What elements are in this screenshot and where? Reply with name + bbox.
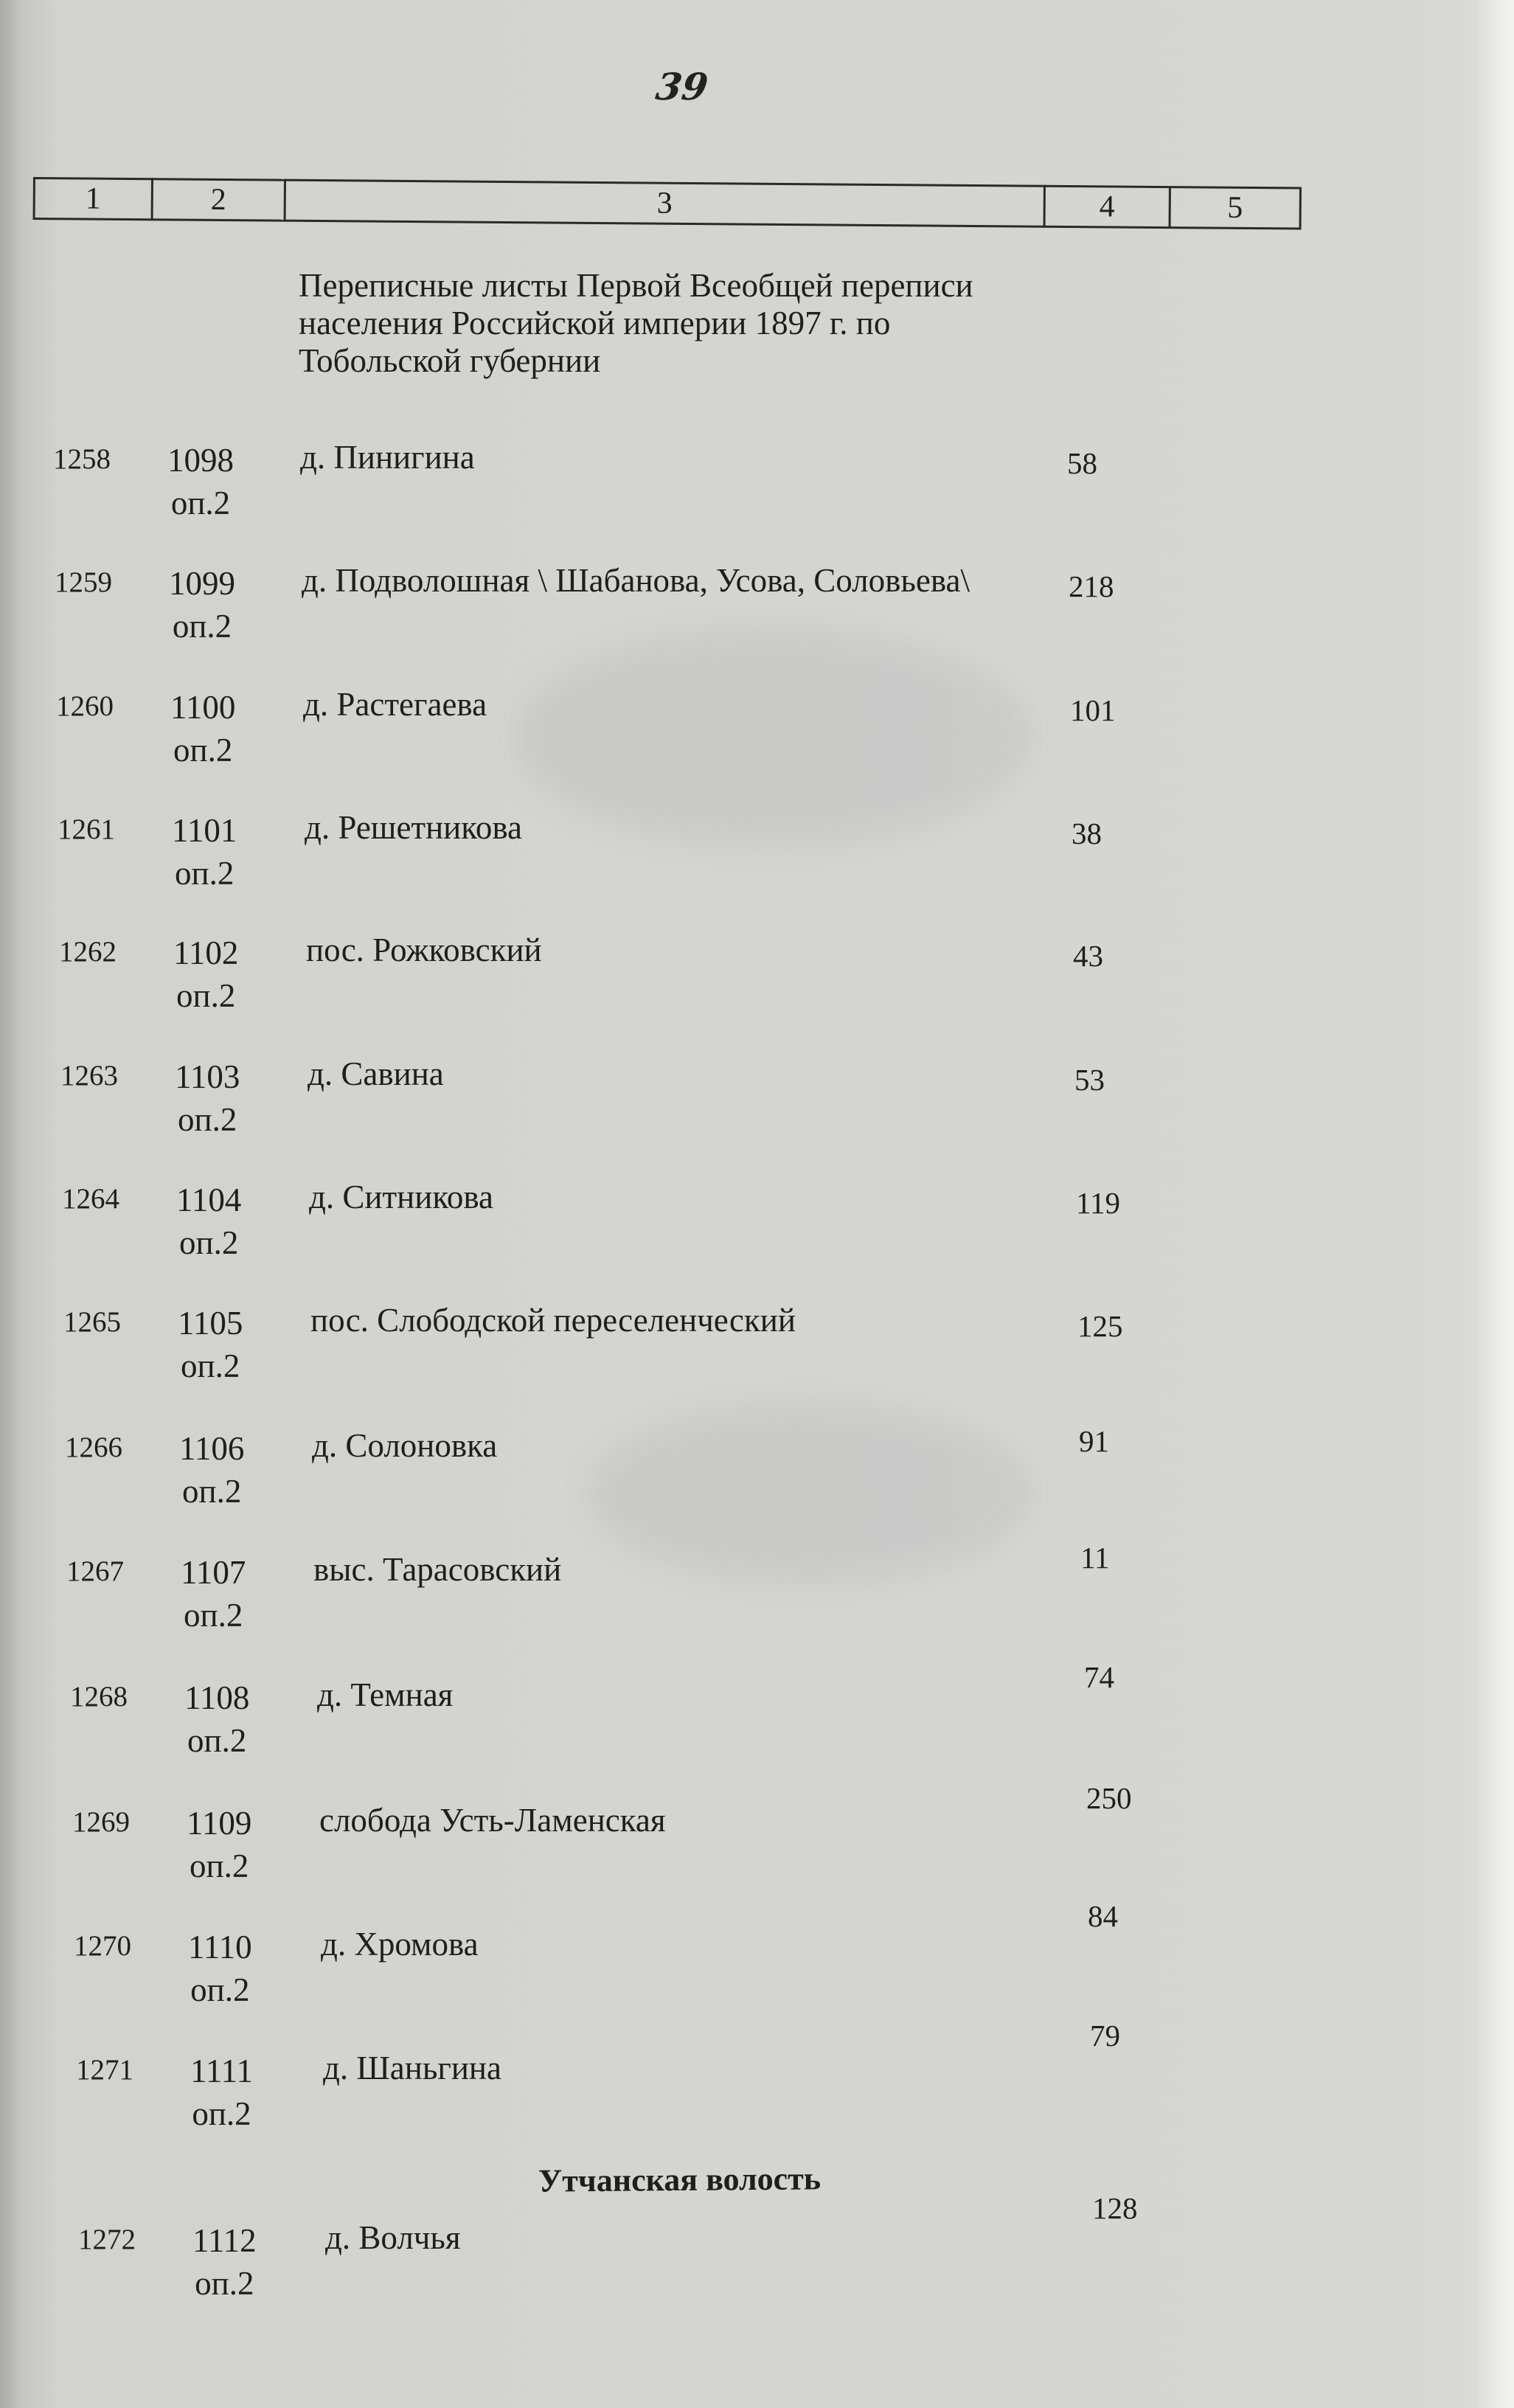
place-name: д. Ситникова	[309, 1179, 494, 1215]
column-header-2: 2	[151, 178, 284, 221]
table-row	[70, 1660, 1250, 1769]
file-cell	[173, 931, 238, 1017]
section-heading: Утчанская волость	[538, 2160, 822, 2199]
sheet-count: 128	[1092, 2191, 1138, 2225]
opis-label: оп.2	[178, 1101, 237, 1138]
file-cell	[170, 686, 235, 771]
opis-label: оп.2	[175, 855, 235, 892]
sheet-count: 74	[1084, 1660, 1114, 1694]
entry-number: 1263	[60, 1060, 118, 1092]
place-name: д. Шаньгина	[323, 2050, 501, 2086]
opis-label: оп.2	[182, 1473, 242, 1510]
entry-number: 1258	[53, 443, 111, 475]
table-row	[55, 562, 1235, 654]
file-number: 1102	[173, 934, 239, 971]
entry-number: 1266	[65, 1432, 122, 1463]
entry-number: 1270	[74, 1930, 131, 1962]
sheet-count: 218	[1069, 569, 1114, 603]
table-row	[58, 809, 1237, 901]
title-line: Переписные листы Первой Всеобщей переписи	[299, 267, 973, 304]
sheet-count: 38	[1072, 816, 1102, 850]
file-cell	[187, 1802, 251, 1887]
sheet-count: 125	[1077, 1309, 1123, 1343]
place-name: д. Хромова	[321, 1926, 479, 1963]
table-row	[74, 1899, 1254, 2018]
table-row	[63, 1302, 1243, 1394]
sheet-count: 119	[1076, 1186, 1120, 1220]
table-row	[65, 1424, 1245, 1519]
column-header-3: 3	[284, 179, 1044, 228]
file-number: 1100	[170, 689, 236, 726]
sheet-count: 250	[1086, 1781, 1132, 1815]
file-cell	[188, 1926, 252, 2011]
file-cell	[190, 2050, 253, 2135]
place-name: д. Волчья	[325, 2219, 461, 2256]
opis-label: оп.2	[190, 1847, 249, 1884]
table-row	[60, 1055, 1240, 1148]
sheet-count: 58	[1067, 446, 1097, 480]
entry-number: 1269	[72, 1806, 130, 1838]
file-number: 1101	[172, 812, 237, 849]
file-cell	[176, 1179, 241, 1264]
column-header-1: 1	[33, 177, 151, 221]
file-number: 1098	[167, 442, 234, 479]
place-name: слобода Усть-Ламенская	[319, 1802, 666, 1839]
opis-label: оп.2	[181, 1347, 240, 1384]
place-name: д. Решетникова	[305, 809, 522, 846]
opis-label: оп.2	[192, 2095, 251, 2132]
title-line: населения Российской империи 1897 г. по	[299, 305, 891, 341]
place-name: д. Растегаева	[303, 686, 487, 723]
file-cell	[167, 439, 234, 524]
sheet-count: 11	[1080, 1541, 1110, 1575]
opis-label: оп.2	[176, 977, 236, 1014]
table-row	[53, 439, 1233, 531]
file-cell	[172, 809, 237, 895]
table-row	[72, 1781, 1252, 1894]
file-cell	[181, 1551, 246, 1637]
table-row	[76, 2019, 1256, 2142]
place-name: д. Солоновка	[312, 1427, 498, 1464]
entry-number: 1265	[63, 1306, 121, 1338]
file-cell	[179, 1427, 244, 1513]
table-row	[78, 2191, 1258, 2311]
sheet-count: 101	[1070, 693, 1116, 727]
place-name: д. Савина	[308, 1055, 444, 1092]
table-row	[56, 686, 1236, 778]
file-number: 1110	[188, 1929, 252, 1965]
page-number: 39	[653, 65, 711, 108]
sheet-count: 84	[1088, 1899, 1118, 1933]
entry-number: 1264	[62, 1183, 119, 1215]
place-name: пос. Слободской переселенческий	[310, 1302, 796, 1339]
column-header-table	[32, 177, 1287, 246]
file-number: 1104	[176, 1182, 242, 1218]
entry-number: 1262	[59, 936, 117, 968]
file-cell	[192, 2219, 257, 2305]
file-number: 1103	[175, 1058, 240, 1095]
table-row	[66, 1541, 1246, 1643]
sheet-count: 53	[1074, 1063, 1105, 1097]
file-number: 1108	[184, 1679, 250, 1716]
column-header-4: 4	[1044, 185, 1169, 229]
entry-number: 1260	[56, 690, 114, 722]
table-row	[59, 931, 1239, 1024]
document-title	[299, 267, 1036, 380]
file-cell	[178, 1302, 243, 1387]
sheet-count: 79	[1090, 2019, 1120, 2053]
opis-label: оп.2	[190, 1971, 250, 2008]
file-number: 1106	[179, 1430, 245, 1467]
file-number: 1107	[181, 1554, 246, 1591]
entry-number: 1271	[76, 2054, 133, 2086]
sheet-count: 91	[1079, 1424, 1109, 1458]
file-number: 1099	[169, 565, 235, 602]
sheet-count: 43	[1073, 939, 1103, 973]
entry-number: 1268	[70, 1681, 128, 1713]
column-header-5: 5	[1168, 186, 1301, 229]
opis-label: оп.2	[179, 1224, 239, 1261]
place-name: выс. Тарасовский	[313, 1551, 562, 1588]
file-number: 1112	[192, 2222, 257, 2259]
place-name: д. Пинигина	[300, 439, 475, 476]
entry-number: 1259	[55, 566, 112, 598]
opis-label: оп.2	[172, 608, 232, 645]
place-name: пос. Рожковский	[306, 931, 542, 968]
file-cell	[169, 562, 235, 648]
place-name: д. Темная	[317, 1676, 454, 1713]
file-cell	[184, 1676, 249, 1762]
opis-label: оп.2	[173, 732, 233, 768]
file-number: 1109	[187, 1805, 252, 1842]
table-row	[62, 1179, 1242, 1271]
title-line: Тобольской губернии	[299, 342, 601, 379]
opis-label: оп.2	[184, 1597, 243, 1634]
entry-number: 1272	[78, 2224, 136, 2255]
file-number: 1111	[190, 2053, 253, 2089]
entry-number: 1267	[66, 1555, 124, 1587]
opis-label: оп.2	[170, 485, 231, 521]
place-name: д. Подволошная \ Шабанова, Усова, Соловьева\	[302, 562, 970, 599]
opis-label: оп.2	[187, 1722, 247, 1759]
file-number: 1105	[178, 1305, 243, 1342]
file-cell	[175, 1055, 240, 1141]
entry-number: 1261	[58, 813, 115, 845]
opis-label: оп.2	[195, 2265, 254, 2302]
